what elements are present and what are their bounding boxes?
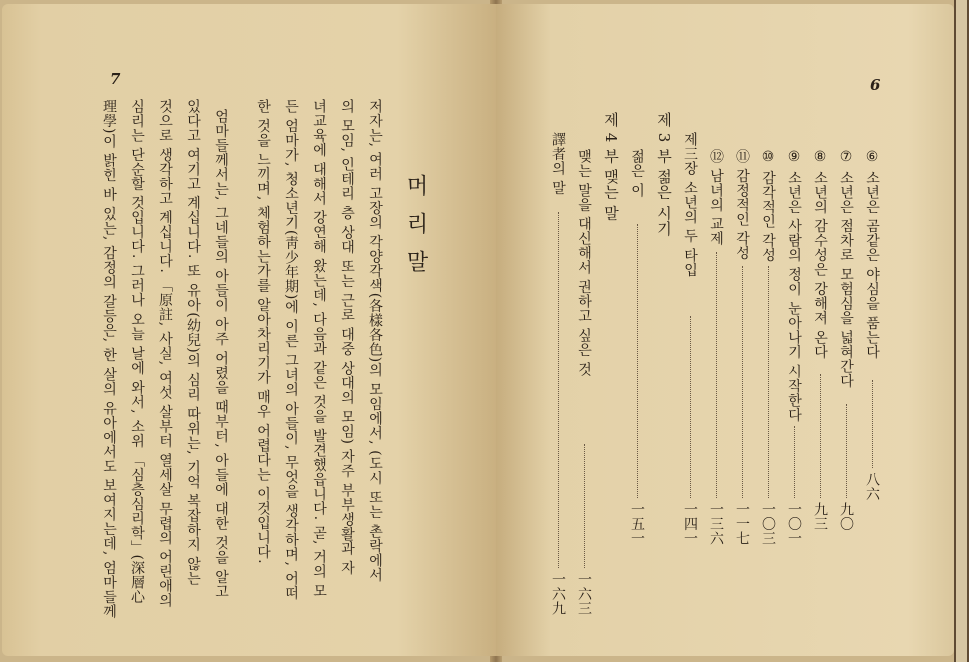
toc-entry-page: 一五一 (629, 502, 645, 546)
toc-entry-text: ⑨ 소년은 사람의 정이 눈아나기 시작한다 (786, 149, 802, 423)
toc-entry-page: 一一七 (734, 502, 750, 546)
next-page-edge (956, 0, 967, 662)
toc-entry-text: 맺는 말을 대신해서 권하고 싶은 것 (576, 149, 592, 377)
toc-entry-page: 一六三 (576, 572, 592, 616)
page-title: 머리말 (403, 174, 428, 288)
body-column-8: 것으로 생각하고 계십니다. 「原註, 사실, 여섯 살부터 열세살 무렵의 어린애의 (157, 99, 173, 608)
toc-entry-text: ⑧ 소년의 감수성은 강해져 온다 (812, 149, 828, 360)
toc-entry-page: 一〇一 (786, 502, 802, 546)
page-edge (954, 0, 969, 662)
toc-leader (872, 380, 874, 468)
left-page-number: 7 (110, 70, 121, 88)
toc-leader (584, 444, 586, 568)
body-column-10: 理學)이 밝힌 바 있는, 감정의 갈등은, 한 살의 유아에서도 보여지는데, 엄마들께 (101, 99, 117, 619)
toc-leader (558, 212, 560, 568)
toc-entry-text: 젊은 이 (629, 149, 645, 198)
toc-entry-text: ⑪ 감정적인 각성 (734, 149, 750, 261)
toc-entry-page: 八六 (864, 472, 880, 501)
left-page (2, 4, 496, 656)
toc-entry-page: 一四一 (682, 502, 698, 546)
body-column-5: 한 것을 느끼며, 체험하는가를 알아차리기가 매우 어렵다는 이것입니다. (255, 99, 271, 565)
body-column-9: 심리는 단순할 것입니다. 그러나 오늘 날에 와서, 소위 「심층심리학」(深層心 (129, 99, 145, 604)
body-column-3: 녀교육에 대해서 강연해 왔는데, 다음과 같은 것을 발견했읍니다. 곧, 거의 모 (311, 99, 327, 599)
toc-entry-text: ⑩ 감각적인 각성 (760, 149, 776, 263)
toc-entry-page: 九〇 (838, 502, 854, 531)
toc-entry-page: 一三六 (708, 502, 724, 546)
body-column-2: 의 모임, 인테리 층 상대 또는 근로 대중 상대의 모임) 자주 부부생활과 자 (339, 99, 355, 576)
toc-entry-text: 譯者의 말 (550, 132, 566, 195)
toc-leader (846, 404, 848, 498)
right-page-number: 6 (870, 76, 881, 94)
toc-part-heading: 제 3 부 젊은 시기 (655, 112, 673, 237)
toc-entry-page: 一六九 (550, 572, 566, 616)
toc-leader (742, 266, 744, 498)
body-column-1: 저자는, 여러 고장의 각양각색(各樣各色)의 모임에서, (도시 또는 촌락에서 (367, 99, 383, 582)
toc-leader (820, 374, 822, 498)
toc-leader (690, 316, 692, 498)
right-page (496, 4, 954, 656)
toc-entry-page: 九三 (812, 502, 828, 531)
toc-leader (637, 224, 639, 498)
toc-leader (716, 252, 718, 498)
toc-leader (768, 266, 770, 498)
toc-entry-page: 一〇三 (760, 502, 776, 546)
toc-entry-text: ⑫ 남녀의 교제 (708, 149, 724, 246)
toc-leader (794, 426, 796, 498)
toc-part-heading: 제 4 부 맺는 말 (602, 112, 620, 221)
toc-entry-text: ⑦ 소년은 점차로 모험심을 넓혀간다 (838, 149, 854, 389)
body-column-6: 엄마들께서는, 그네들의 아들이 아주 어렸을 때부터, 아들에 대한 것을 알고 (213, 109, 229, 599)
toc-entry-text: 제三장 소년의 두 타입 (682, 132, 698, 278)
body-column-7: 있다고 여기고 계십니다. 또 유아(幼兒)의 심리 따위는, 기억 복잡하지 않는 (185, 99, 201, 586)
toc-entry-text: ⑥ 소년은 곰같은 야심을 품는다 (864, 149, 880, 360)
body-column-4: 든 엄마가, 청소년기(靑少年期)에 이른 그녀의 아들이, 무엇을 생각하며, 어떠 (283, 99, 299, 601)
